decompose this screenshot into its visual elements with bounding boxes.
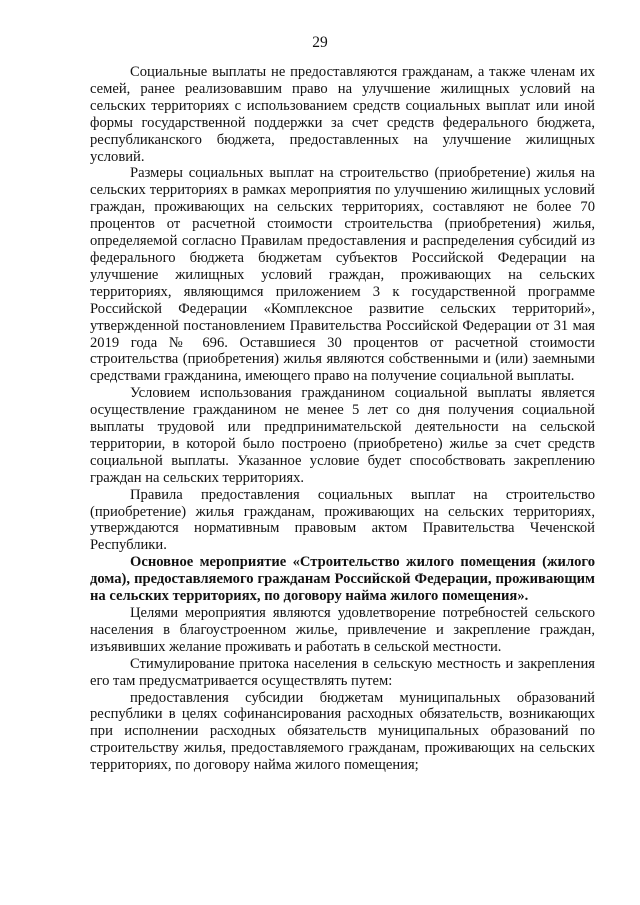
paragraph-usage-condition: Условием использования гражданином социальной выплаты является осуществление гражданином не менее 5 лет со дня получения социальной выплаты трудовой или предпринимательской деятельности на сельской территории, в которой было построено (приобретено) жилье за счет средств социальной выплаты. Указанное условие будет способствовать закреплению граждан на сельских территориях. (90, 385, 595, 486)
paragraph-payment-rules: Правила предоставления социальных выплат на строительство (приобретение) жилья гражданам, проживающих на сельских территориях, утверждаются нормативным правовым актом Правительства Чеченской Республики. (90, 486, 595, 554)
paragraph-payment-amounts: Размеры социальных выплат на строительство (приобретение) жилья на сельских территориях в рамках мероприятия по улучшению жилищных условий граждан, проживающих на сельских территориях, составляют не более 70 процентов от расчетной стоимости строительства (приобретения) жилья, определяемой согласно Правилам предоставления и распределения субсидий из федерального бюджета бюджетам субъектов Российской Федерации на улучшение жилищных условий граждан, проживающих на сельских территориях, являющимся приложением 3 к государственной программе Российской Федерации «Комплексное развитие сельских территорий», утвержденной постановлением Правительства Российской Федерации от 31 мая 2019 года № 696. Оставшиеся 30 процентов от расчетной стоимости строительства (приобретения) жилья являются собственными и (или) заемными средствами гражданина, имеющего право на получение социальной выплаты. (90, 165, 595, 385)
paragraph-main-activity-heading: Основное мероприятие «Строительство жилого помещения (жилого дома), предоставляемого гражданам Российской Федерации, проживающим на сельских территориях, по договору найма жилого помещения». (90, 554, 595, 605)
document-body (90, 64, 595, 774)
paragraph-population-stimulation: Стимулирование притока населения в сельскую местность и закрепления его там предусматривается осуществлять путем: (90, 655, 595, 689)
paragraph-social-payments-restriction: Социальные выплаты не предоставляются гражданам, а также членам их семей, ранее реализовавшим право на улучшение жилищных условий на сельских территориях с использованием средств социальных выплат или иной формы государственной поддержки за счет средств федерального бюджета, республиканского бюджета, предоставленных на улучшение жилищных условий. (90, 64, 595, 165)
paragraph-subsidy-provision: предоставления субсидии бюджетам муниципальных образований республики в целях софинансирования расходных обязательств, возникающих при исполнении расходных обязательств муниципальных образований по строительству жилья, предоставляемого гражданам, проживающих на сельских территориях, по договору найма жилого помещения; (90, 689, 595, 774)
page-number: 29 (312, 34, 328, 51)
paragraph-activity-goals: Целями мероприятия являются удовлетворение потребностей сельского населения в благоустроенном жилье, привлечение и закрепление граждан, изъявивших желание проживать и работать в сельской местности. (90, 605, 595, 655)
